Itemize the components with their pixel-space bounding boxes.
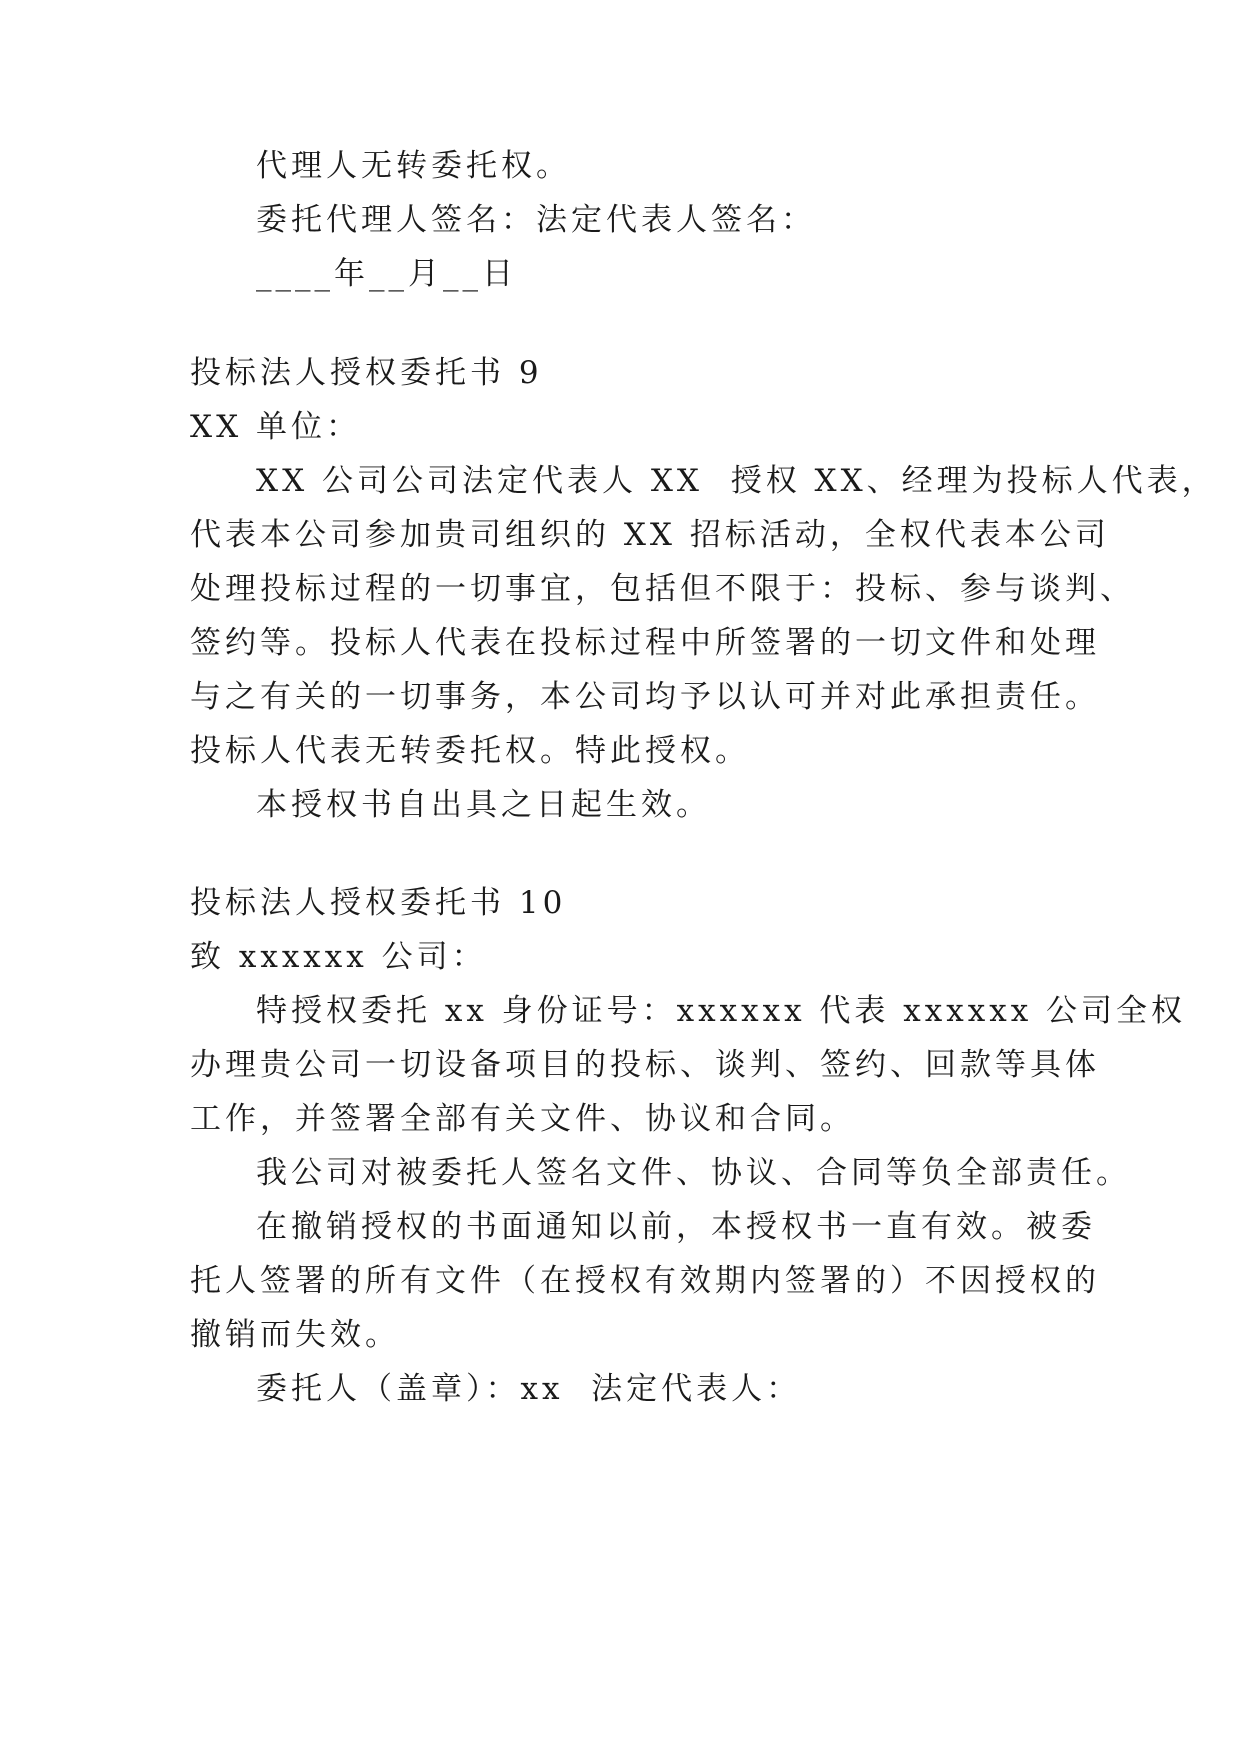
paragraph-line: 投标人代表无转委托权。特此授权。 (190, 733, 750, 769)
addressee: XX 单位： (190, 409, 361, 445)
paragraph-line: 处理投标过程的一切事宜，包括但不限于：投标、参与谈判、 (190, 571, 1135, 607)
signature-line: 委托人（盖章）：xx 法定代表人： (256, 1371, 802, 1407)
paragraph-line: 本授权书自出具之日起生效。 (256, 787, 711, 823)
date-line: ____年__月__日 (256, 256, 517, 292)
paragraph-line: 代表本公司参加贵司组织的 XX 招标活动，全权代表本公司 (190, 517, 1110, 553)
section-title: 投标法人授权委托书 9 (190, 355, 543, 391)
paragraph-line: 撤销而失效。 (190, 1317, 400, 1353)
paragraph-line: 工作，并签署全部有关文件、协议和合同。 (190, 1101, 855, 1137)
paragraph-line: 签约等。投标人代表在投标过程中所签署的一切文件和处理 (190, 625, 1100, 661)
paragraph-line: XX 公司公司法定代表人 XX 授权 XX、经理为投标人代表， (256, 463, 1217, 499)
paragraph-line: 托人签署的所有文件（在授权有效期内签署的）不因授权的 (190, 1263, 1100, 1299)
signature-line: 委托代理人签名：法定代表人签名： (256, 202, 816, 238)
paragraph-line: 与之有关的一切事务，本公司均予以认可并对此承担责任。 (190, 679, 1100, 715)
paragraph-line: 办理贵公司一切设备项目的投标、谈判、签约、回款等具体 (190, 1047, 1100, 1083)
paragraph-line: 特授权委托 xx 身份证号：xxxxxx 代表 xxxxxx 公司全权 (256, 993, 1187, 1029)
section-title: 投标法人授权委托书 10 (190, 885, 567, 921)
addressee: 致 xxxxxx 公司： (190, 939, 487, 975)
text-line: 代理人无转委托权。 (256, 148, 571, 184)
paragraph-line: 我公司对被委托人签名文件、协议、合同等负全部责任。 (256, 1155, 1131, 1191)
paragraph-line: 在撤销授权的书面通知以前，本授权书一直有效。被委 (256, 1209, 1096, 1245)
